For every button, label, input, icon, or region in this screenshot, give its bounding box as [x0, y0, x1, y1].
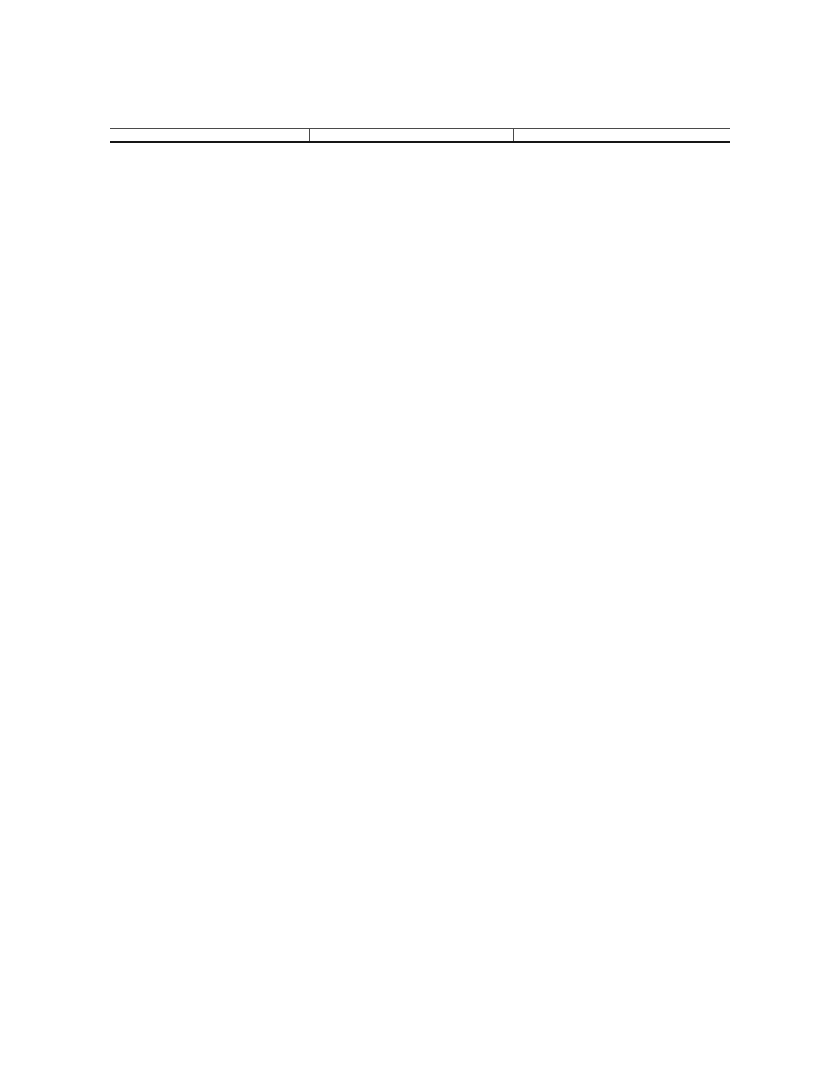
header-spelling	[110, 129, 309, 143]
pronunciation-table	[110, 128, 730, 143]
table-header-row	[110, 129, 730, 143]
header-pronunciation	[309, 129, 513, 143]
header-examples	[513, 129, 730, 143]
pronunciation-table-wrap	[110, 128, 730, 143]
